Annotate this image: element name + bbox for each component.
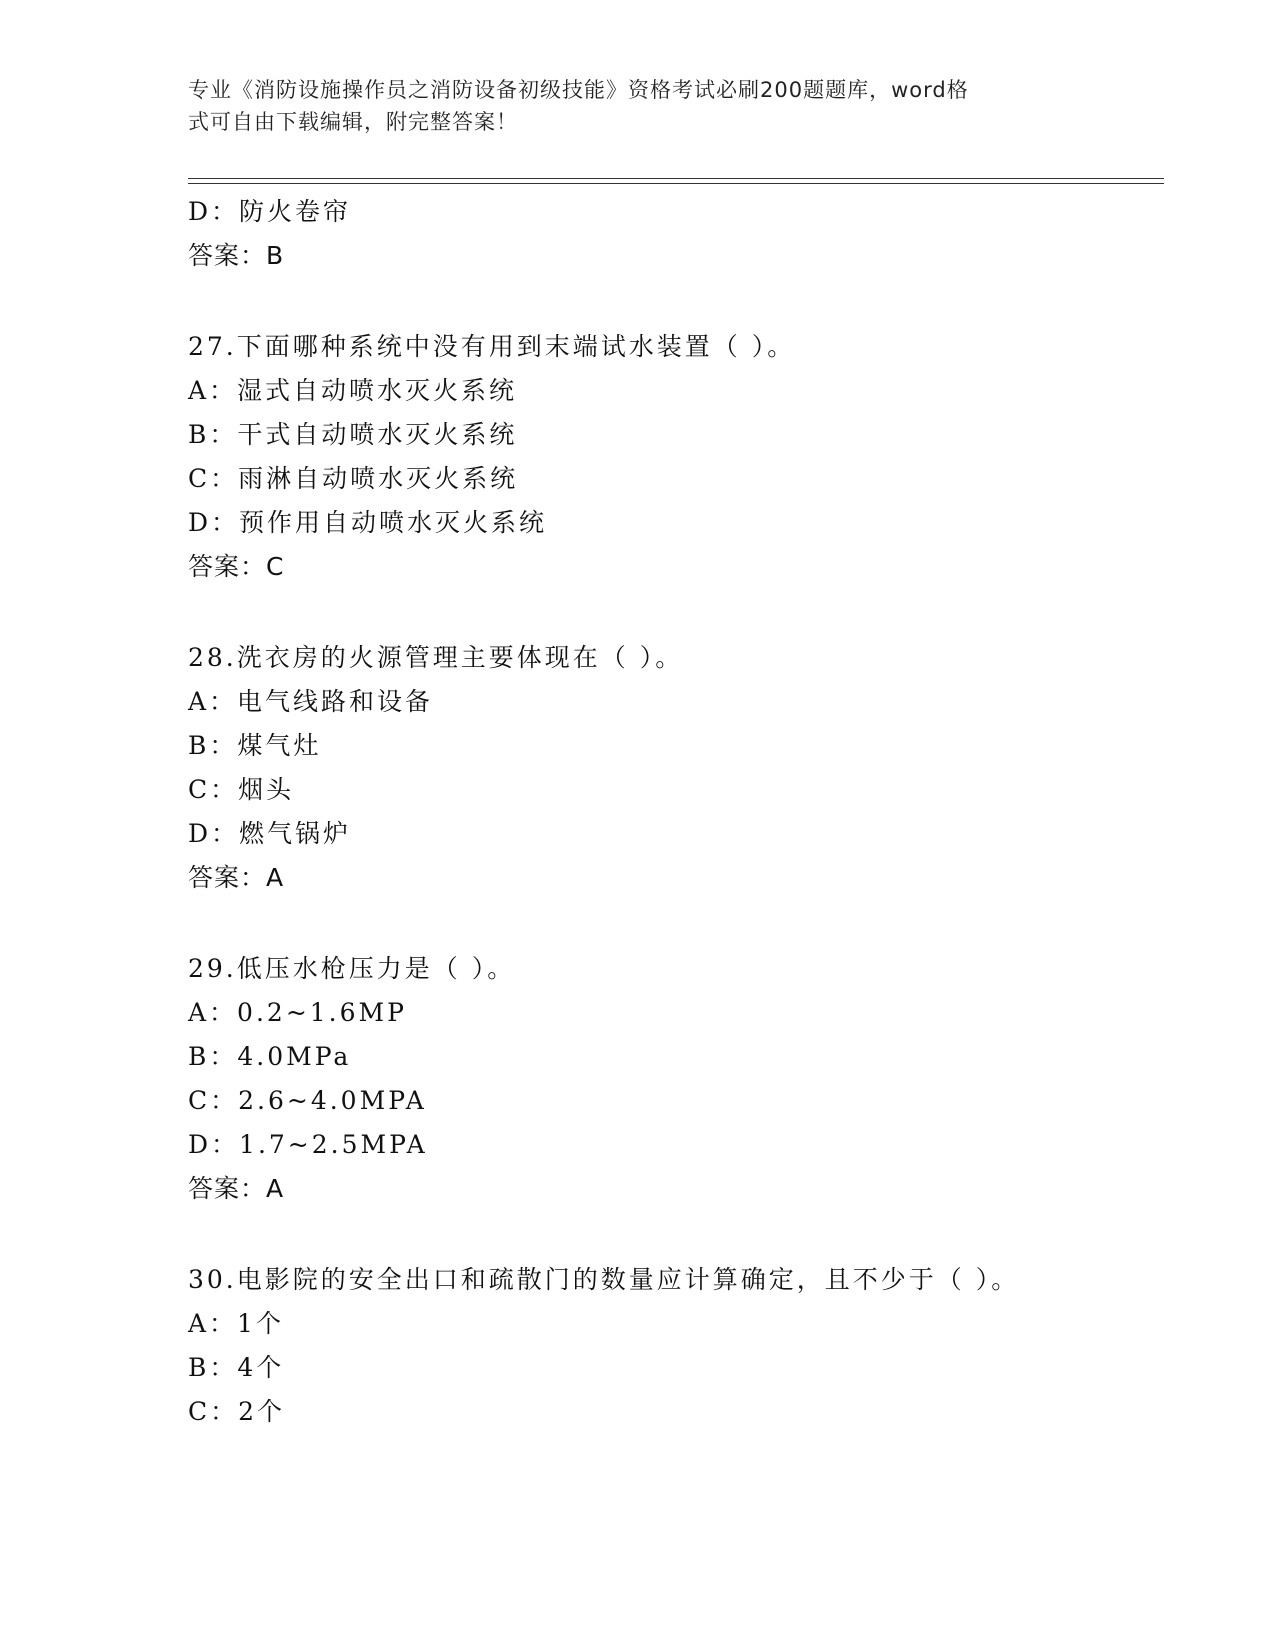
answer-text: 答案：B: [188, 241, 285, 270]
question-stem: 29.低压水枪压力是（ ）。: [188, 954, 516, 983]
option-text: D：1.7~2.5MPA: [188, 1130, 428, 1159]
header-divider-bottom: [188, 183, 1164, 184]
option-text: D：燃气锅炉: [188, 819, 352, 848]
option-text: B：4个: [188, 1353, 285, 1382]
option-text: D：防火卷帘: [188, 197, 352, 226]
question-stem: 28.洗衣房的火源管理主要体现在（ ）。: [188, 643, 684, 672]
answer-text: 答案：A: [188, 1174, 285, 1203]
option-text: B：干式自动喷水灭火系统: [188, 420, 518, 449]
answer-text: 答案：A: [188, 863, 285, 892]
option-text: A：湿式自动喷水灭火系统: [188, 376, 518, 405]
header-line-2: 式可自由下载编辑，附完整答案！: [188, 110, 518, 134]
option-text: D：预作用自动喷水灭火系统: [188, 508, 548, 537]
header-line-1: 专业《消防设施操作员之消防设备初级技能》资格考试必刷200题题库，word格: [188, 78, 969, 102]
option-text: C：2个: [188, 1397, 286, 1426]
document-header: [188, 74, 1068, 138]
question-stem: 30.电影院的安全出口和疏散门的数量应计算确定，且不少于（ ）。: [188, 1265, 1020, 1294]
question-stem: 27.下面哪种系统中没有用到末端试水装置（ ）。: [188, 332, 796, 361]
option-text: C：雨淋自动喷水灭火系统: [188, 464, 519, 493]
option-text: B：4.0MPa: [188, 1042, 352, 1071]
option-text: A：0.2~1.6MP: [188, 998, 407, 1027]
option-text: A：1个: [188, 1309, 284, 1338]
option-text: A：电气线路和设备: [188, 687, 434, 716]
option-text: B：煤气灶: [188, 731, 322, 760]
option-text: C：2.6~4.0MPA: [188, 1086, 427, 1115]
option-text: C：烟头: [188, 775, 295, 804]
answer-text: 答案：C: [188, 552, 285, 581]
header-divider-top: [188, 178, 1164, 179]
